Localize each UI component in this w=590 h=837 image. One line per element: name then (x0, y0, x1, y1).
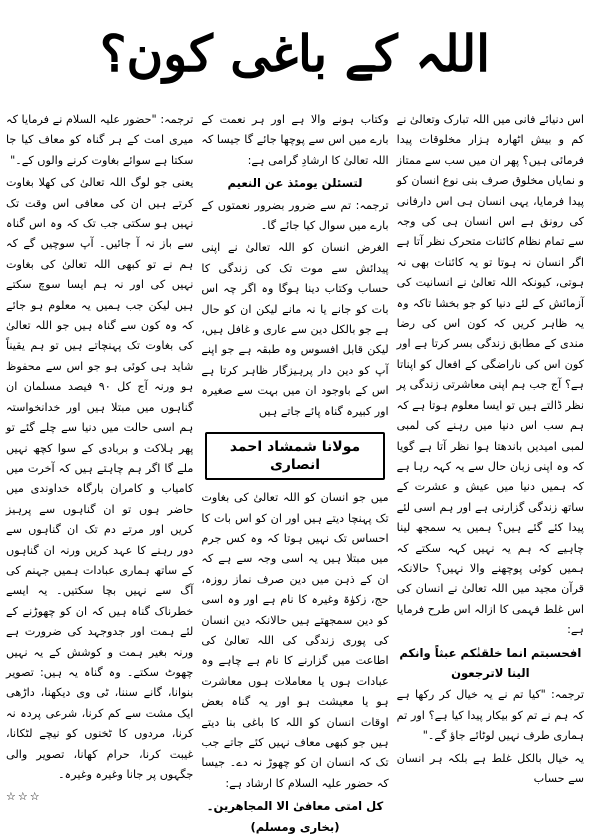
translation: ترجمہ: "کیا تم نے یہ خیال کر رکھا ہے کہ ہم نے تم کو بیکار پیدا کیا ہے؟ اور تم ہماری طرف نہیں لوٹائے جاؤ گے۔" (396, 688, 584, 743)
column-1 (396, 110, 584, 785)
paragraph: میں جو انسان کو اللہ تعالیٰ کی بغاوت تک پہنچا دیتے ہیں اور ان کو اس بات کا احساس تک نہیں ہوتا کہ وہ کس جرم میں مبتلا ہیں یہ اسی وجہ سے ہے کہ ان کے ذہن میں دین صرف نماز روزہ، حج، زکوٰۃ وغیرہ کا نام ہے اور وہ اسی کو دین سمجھتے ہیں حالانکہ دین انسان کی پوری زندگی کی اللہ تعالیٰ کی اطاعت میں گزارنے کا نام ہے چاہے وہ عبادات ہوں یا معاملات ہوں معاشرت ہو یا معیشت ہو اور یہ گناہ بعض اوقات انسان کو اللہ کا باغی بنا دیتے ہیں جو کبھی معاف نہیں کئے جاتے جب تک کہ انسان ان کو چھوڑ نہ دے۔ جیسا کہ حضور علیہ السلام کا ارشاد ہے: (201, 491, 389, 790)
paragraph: یعنی جو لوگ اللہ تعالیٰ کی کھلا بغاوت کرتے ہیں ان کی معافی اس وقت تک نہیں ہو سکتی جب تک کہ وہ اس گناہ سے باز نہ آ جائیں۔ آپ سوچیں گے کہ ہم نے تو کبھی اللہ تعالیٰ کی بغاوت نہیں کی اور نہ ہم ایسا سوچ سکتے ہیں لیکن جب ہمیں یہ معلوم ہو جائے کہ وہ کون سے گناہ ہیں جو اللہ تعالیٰ کی بغاوت تک پہنچاتے ہیں تو ہم یقیناً شاید ہی کوئی ہو جو اس سے محفوظ ہو ورنہ آج کل ۹۰ فیصد مسلمان ان گناہوں میں مبتلا ہیں اور خدانخواستہ ہم اسی حالت میں دنیا سے چلے گئے تو پھر ہلاکت و بربادی کے سوا کچھ نہیں ملے گا اگر ہم چاہتے ہیں کہ آخرت میں کامیاب و کامران بارگاہ خداوندی میں حاضر ہوں تو ان گناہوں سے پرہیز کریں اور مرتے دم تک ان گناہوں سے دور رہنے کا عہد کریں ورنہ ان گناہوں کے ساتھ ہماری عبادات ہمیں جہنم کی آگ سے نہیں بچا سکتیں۔ یہ ایسے خطرناک گناہ ہیں کہ ان کو چھوڑنے کے لئے ہمت اور جدوجہد کی ضرورت ہے ورنہ بغیر ہمت و کوشش کے یہ نہیں چھوٹ سکتے۔ وہ گناہ یہ ہیں: تصویر بنوانا، گانے سننا، ٹی وی دیکھنا، داڑھی ایک مشت سے کم کرنا، شرعی پردہ نہ کرنا، مردوں کا ٹخنوں کو نیچے لٹکانا، غیبت کرنا، حرام کھانا، تصویر والی جگہوں پر جانا وغیرہ وغیرہ۔ (6, 176, 194, 781)
headline-banner (0, 0, 590, 108)
paragraph: یہ خیال بالکل غلط ہے بلکہ ہر انسان سے حساب (396, 751, 584, 785)
end-stars: ☆☆☆ (6, 790, 42, 804)
paragraph: اس دنیائے فانی میں اللہ تبارک وتعالیٰ نے کم و بیش اٹھارہ ہزار مخلوقات پیدا فرمائی ہیں؟ پھر ان میں سب سے ممتاز و نمایاں مخلوق صرف بنی نوع انسان کو پیدا فرمایا، یہی انسان ہی اس دارفانی کی رونق ہے اس انسان ہی کی وجہ سے تمام نظام کائنات متحرک نظر آتا ہے اگر انسان نہ ہوتا تو یہ کائنات بھی نہ ہوتی، کیونکہ اللہ تعالیٰ نے انسانیت کی آزمائش کے لئے دنیا کو جو بخشا تاکہ وہ یہ ظاہر کریں کہ کون اس کی رضا مندی کے مطابق زندگی بسر کرتا ہے اور کون اس کی ناراضگی کے افعال کو اپناتا ہے؟ آج جب ہم اپنی معاشرتی زندگی پر نظر ڈالتے ہیں تو ایسا معلوم ہوتا ہے کہ ہم سب اس دنیا میں رہنے کی لمبی لمبی امیدیں باندھتا ہوا نظر آتا ہے گویا کہ وہ اپنی زبان حال سے یہ کہہ رہا ہے کہ ہمیں دنیا میں عیش و عشرت کے ساتھ زندگی گزارنی ہے اور ہم اسی لئے پیدا کئے گئے ہیں؟ ہمیں یہ سمجھ لینا چاہیے کہ ہم یہ نہیں کہہ سکتے کہ ہمیں کوئی پوچھنے والا نہیں؟ حالانکہ قرآن مجید میں اللہ تعالیٰ نے انسان کی اس غلط فہمی کا ازالہ اس طرح فرمایا ہے: (396, 113, 584, 637)
quran-verse: لتسئلن یومئذ عن النعیم (227, 176, 363, 191)
translation: ترجمہ: "حضور علیہ السلام نے فرمایا کہ میری امت کے ہر گناہ کو معاف کیا جا سکتا ہے سوائے بغاوت کرنے والوں کے۔" (6, 113, 194, 167)
article-columns (6, 110, 584, 834)
hadith-text: کل امتی معافیٰ الا المجاھرین۔ (بخاری ومسلم) (206, 799, 384, 834)
column-2 (201, 110, 389, 834)
headline-title: اللہ کے باغی کون؟ (99, 24, 491, 83)
paragraph: وکتاب ہونے والا ہے اور ہر نعمت کے بارے میں اس سے پوچھا جائے گا جیسا کہ اللہ تعالیٰ کا ارشادِ گرامی ہے: (201, 113, 389, 167)
translation: ترجمہ: تم سے ضرور بضرور نعمتوں کے بارے میں سوال کیا جائے گا۔ (201, 198, 389, 233)
column-3 (6, 110, 194, 804)
quran-verse: افحسبتم انما خلقنٰکم عبثاً وانکم الینا لاترجعون (399, 645, 582, 680)
paragraph: الغرض انسان کو اللہ تعالیٰ نے اپنی پیدائش سے موت تک کی زندگی کا حساب وکتاب دینا ہوگا وہ اگر چہ اس بات کو جانے یا نہ مانے لیکن ان کو حال ہے جو بالکل دین سے عاری و غافل ہیں، لیکن قابل افسوس وہ طبقہ ہے جو اپنے آپ کو دین دار پرہیزگار ظاہر کرتا ہے اس کے باوجود ان میں بہت سے صغیرہ اور کبیرہ گناہ پائے جاتے ہیں (201, 241, 389, 418)
author-byline: مولانا شمشاد احمد انصاری (205, 432, 384, 480)
